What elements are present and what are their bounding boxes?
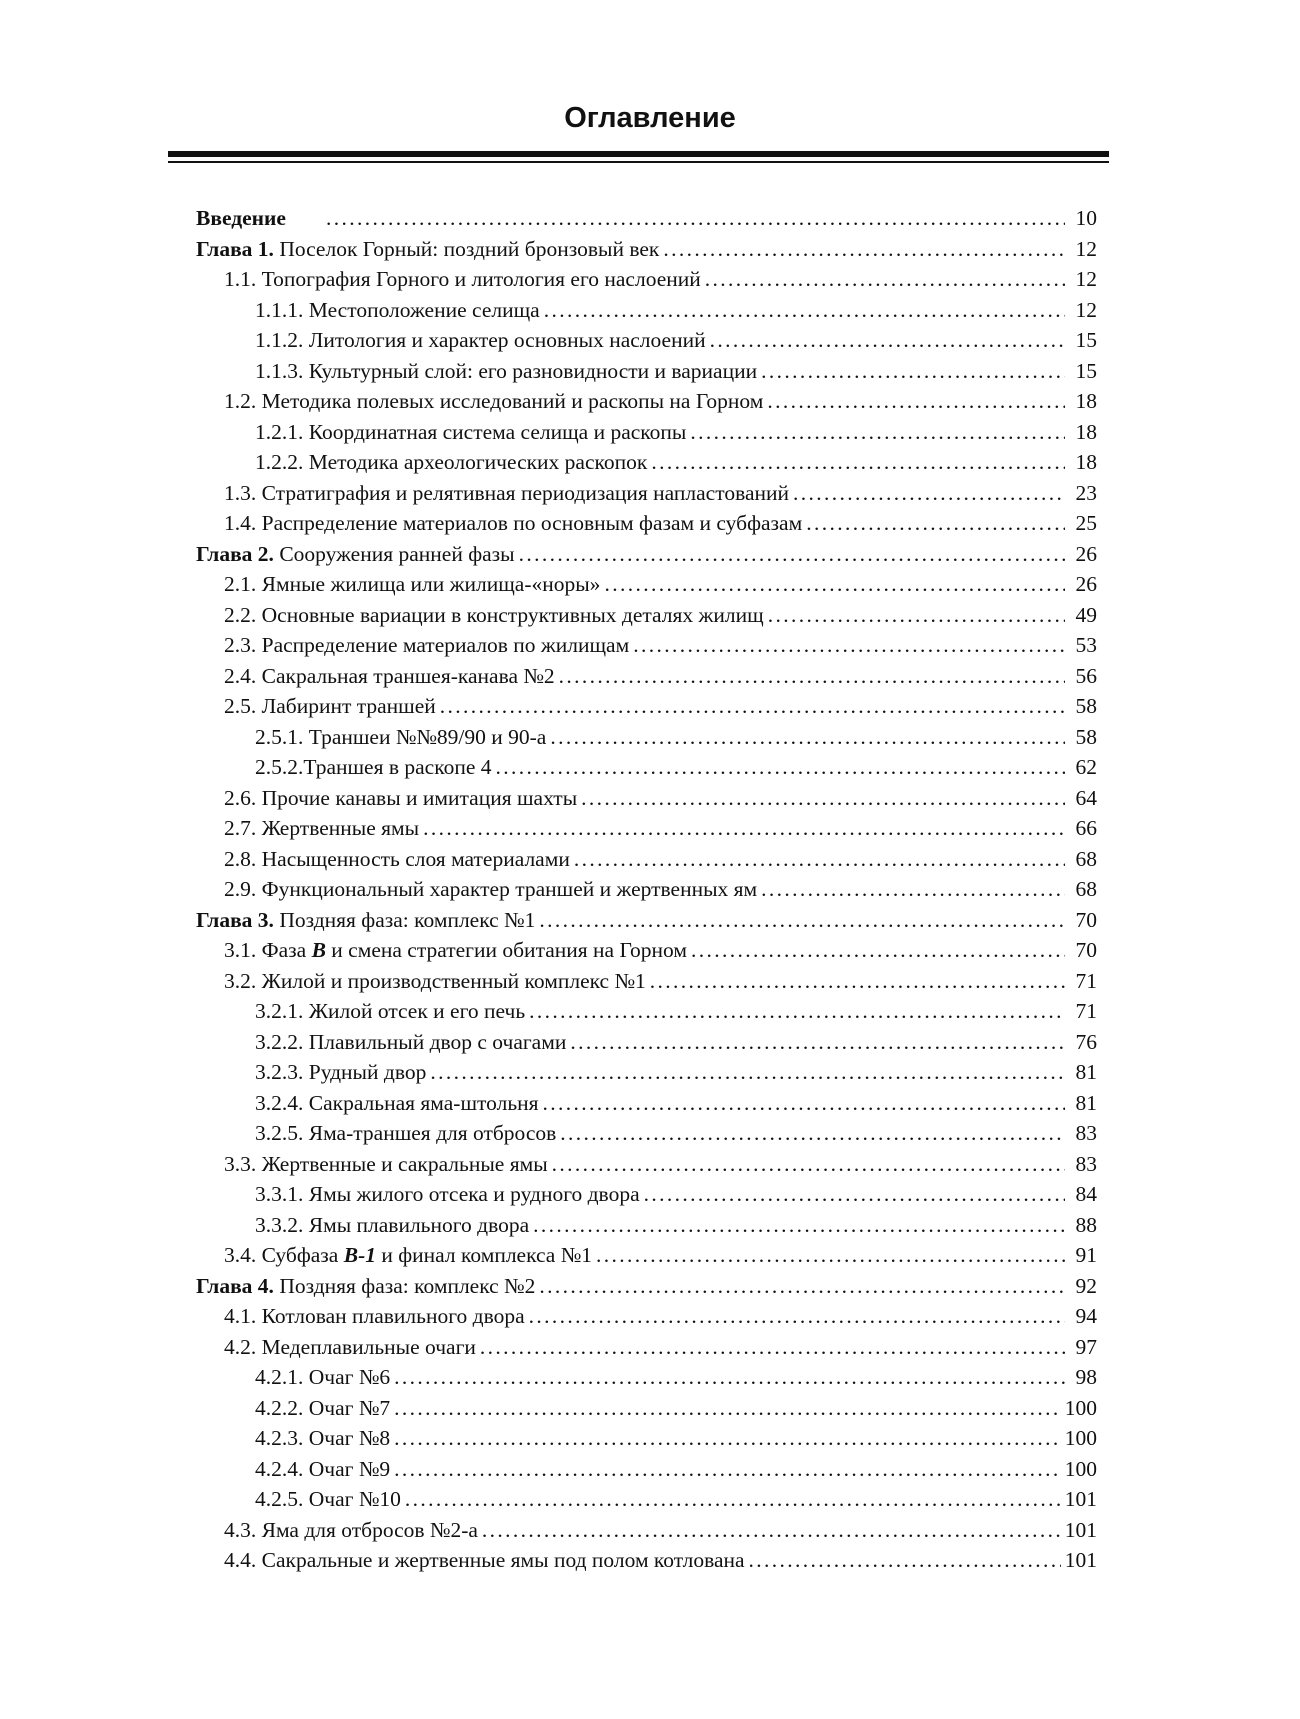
table-of-contents <box>196 203 1097 1576</box>
toc-entry[interactable] <box>196 600 1097 631</box>
toc-entry-title <box>255 1179 640 1210</box>
toc-entry-title <box>224 1301 525 1332</box>
toc-page-number: 70 <box>1075 938 1097 962</box>
dot-leader <box>544 295 1065 326</box>
dot-leader <box>793 478 1065 509</box>
toc-entry[interactable] <box>196 1484 1097 1515</box>
toc-page-number: 88 <box>1075 1212 1097 1237</box>
toc-entry[interactable] <box>196 295 1097 326</box>
toc-entry-title <box>224 569 600 600</box>
toc-chapter-entry[interactable] <box>196 1271 1097 1302</box>
dot-leader <box>533 1210 1065 1241</box>
toc-entry-text: 2.7. Жертвенные ямы <box>224 816 420 840</box>
toc-entry-text: Сооружения ранней фазы <box>273 541 515 566</box>
toc-entry[interactable] <box>196 1515 1097 1546</box>
toc-entry-title <box>224 935 687 966</box>
toc-chapter-entry[interactable] <box>196 905 1097 936</box>
toc-page-number: 26 <box>1075 572 1097 596</box>
toc-entry-title <box>255 1057 426 1088</box>
dot-leader <box>394 1362 1065 1393</box>
toc-entry[interactable] <box>196 447 1097 478</box>
dot-leader <box>423 813 1065 844</box>
toc-entry[interactable] <box>196 691 1097 722</box>
toc-entry-title <box>255 447 647 478</box>
toc-page-number: 76 <box>1075 1029 1097 1054</box>
toc-entry-title <box>224 386 763 417</box>
toc-entry-title <box>224 813 419 844</box>
toc-entry[interactable] <box>196 1393 1097 1424</box>
toc-entry-title <box>224 508 802 539</box>
toc-entry-title <box>196 1271 535 1302</box>
dot-leader <box>691 935 1065 966</box>
toc-entry-text: Поселок Горный: поздний бронзовый век <box>273 236 660 261</box>
toc-page-number: 56 <box>1075 663 1097 688</box>
toc-entry[interactable] <box>196 630 1097 661</box>
toc-entry-text: 1.2.2. Методика археологических раскопок <box>255 450 648 474</box>
toc-page-number: 12 <box>1075 236 1097 261</box>
toc-entry[interactable] <box>196 569 1097 600</box>
toc-entry-title <box>224 966 646 997</box>
toc-entry[interactable] <box>196 1240 1097 1271</box>
toc-page-number: 71 <box>1075 968 1097 993</box>
toc-entry-text: 3.2.5. Яма-траншея для отбросов <box>255 1121 557 1145</box>
toc-entry-text: 2.6. Прочие канавы и имитация шахты <box>224 785 578 810</box>
page-title: Оглавление <box>564 102 736 134</box>
toc-entry-title <box>255 417 686 448</box>
toc-entry[interactable] <box>196 264 1097 295</box>
dot-leader <box>705 264 1065 295</box>
toc-page-number: 26 <box>1075 541 1097 566</box>
dot-leader <box>690 417 1065 448</box>
dot-leader <box>570 1027 1065 1058</box>
toc-entry-text: 2.9. Функциональный характер траншей и жертвенных ям <box>224 877 758 901</box>
toc-entry-title <box>255 356 757 387</box>
toc-page-number: 18 <box>1075 450 1097 474</box>
toc-entry[interactable] <box>196 1210 1097 1241</box>
toc-entry[interactable] <box>196 752 1097 783</box>
toc-entry[interactable] <box>196 508 1097 539</box>
toc-entry[interactable] <box>196 1301 1097 1332</box>
toc-entry-text: 3.2.4. Сакральная яма-штольня <box>255 1090 539 1115</box>
toc-entry-title <box>224 600 764 631</box>
toc-entry-text: 4.4. Сакральные и жертвенные ямы под полом котлована <box>224 1548 745 1572</box>
dot-leader <box>574 844 1065 875</box>
toc-entry[interactable] <box>196 1545 1097 1576</box>
toc-entry[interactable] <box>196 1423 1097 1454</box>
toc-page-number: 81 <box>1075 1090 1097 1115</box>
toc-entry-emphasis: B <box>311 938 326 962</box>
toc-entry-text: 3.4. Субфаза <box>224 1243 344 1267</box>
toc-entry[interactable] <box>196 1332 1097 1363</box>
toc-page-number: 92 <box>1075 1273 1097 1298</box>
toc-page-number: 25 <box>1075 511 1097 535</box>
toc-entry-title <box>224 783 577 814</box>
toc-entry[interactable] <box>196 417 1097 448</box>
toc-entry[interactable] <box>196 722 1097 753</box>
toc-page-number: 101 <box>1064 1517 1097 1542</box>
toc-entry-title <box>196 203 322 234</box>
dot-leader <box>560 1118 1065 1149</box>
dot-leader <box>519 539 1065 570</box>
toc-page-number: 70 <box>1075 907 1097 932</box>
toc-entry-title <box>224 1545 745 1576</box>
dot-leader <box>405 1484 1061 1515</box>
toc-entry-title <box>224 874 757 905</box>
dot-leader <box>440 691 1065 722</box>
toc-entry-title <box>255 325 706 356</box>
toc-entry[interactable] <box>196 1179 1097 1210</box>
toc-page-number: 66 <box>1075 816 1097 840</box>
toc-page-number: 83 <box>1075 1121 1097 1145</box>
toc-entry-prefix: Глава 4. <box>196 1273 274 1298</box>
toc-entry-title <box>255 295 540 326</box>
dot-leader <box>496 752 1066 783</box>
toc-page-number: 68 <box>1075 846 1097 871</box>
toc-entry-text: 2.5.1. Траншеи №№89/90 и 90-а <box>255 724 547 749</box>
toc-page-number: 91 <box>1075 1243 1097 1267</box>
toc-chapter-entry[interactable] <box>196 539 1097 570</box>
toc-entry-title <box>255 1118 556 1149</box>
dot-leader <box>633 630 1065 661</box>
toc-entry[interactable] <box>196 935 1097 966</box>
toc-chapter-entry[interactable] <box>196 234 1097 265</box>
toc-entry[interactable] <box>196 813 1097 844</box>
toc-entry-prefix: Глава 3. <box>196 907 274 932</box>
toc-page-number: 98 <box>1075 1365 1097 1389</box>
dot-leader <box>430 1057 1065 1088</box>
toc-entry-title <box>196 905 535 936</box>
toc-entry-emphasis: B-1 <box>343 1243 376 1267</box>
toc-entry-text: 1.1. Топография Горного и литология его наслоений <box>224 267 701 291</box>
toc-entry[interactable] <box>196 874 1097 905</box>
toc-entry-title <box>224 1240 592 1271</box>
toc-entry[interactable] <box>196 386 1097 417</box>
dot-leader <box>650 966 1065 997</box>
toc-entry-text: 2.2. Основные вариации в конструктивных деталях жилищ <box>224 602 764 627</box>
toc-entry-text: 4.1. Котлован плавильного двора <box>224 1304 525 1328</box>
toc-entry-text: 4.2. Медеплавильные очаги <box>224 1334 476 1359</box>
toc-entry-title <box>224 1332 476 1363</box>
toc-entry-text: 3.2.2. Плавильный двор с очагами <box>255 1029 567 1054</box>
toc-page-number: 49 <box>1075 602 1097 627</box>
toc-entry-text-after: и финал комплекса №1 <box>375 1243 592 1267</box>
toc-entry[interactable] <box>196 1454 1097 1485</box>
dot-leader <box>394 1393 1061 1424</box>
toc-page-number: 100 <box>1064 1395 1097 1420</box>
toc-entry-text: 3.3. Жертвенные и сакральные ямы <box>224 1151 548 1176</box>
toc-entry-text: 2.4. Сакральная траншея-канава №2 <box>224 663 555 688</box>
dot-leader <box>539 1271 1065 1302</box>
dot-leader <box>550 722 1065 753</box>
toc-page-number: 101 <box>1064 1487 1097 1511</box>
toc-entry-title <box>255 1454 390 1485</box>
toc-entry-text: 3.3.1. Ямы жилого отсека и рудного двора <box>255 1182 640 1206</box>
toc-entry[interactable] <box>196 966 1097 997</box>
toc-entry-text: 1.2. Методика полевых исследований и раскопы на Горном <box>224 389 764 413</box>
dot-leader <box>663 234 1065 265</box>
toc-entry-title <box>255 1088 539 1119</box>
toc-entry-title <box>255 1423 390 1454</box>
toc-entry[interactable] <box>196 356 1097 387</box>
toc-entry[interactable] <box>196 1027 1097 1058</box>
toc-page-number: 68 <box>1075 877 1097 901</box>
toc-entry[interactable] <box>196 1057 1097 1088</box>
toc-entry-prefix: Глава 2. <box>196 541 274 566</box>
toc-entry-title <box>224 478 789 509</box>
dot-leader <box>596 1240 1065 1271</box>
toc-page-number: 84 <box>1075 1182 1097 1206</box>
toc-page-number: 10 <box>1075 206 1097 230</box>
toc-chapter-entry[interactable] <box>196 203 1097 234</box>
toc-entry-title <box>224 264 701 295</box>
toc-page-number: 100 <box>1064 1426 1097 1450</box>
dot-leader <box>604 569 1065 600</box>
toc-entry-prefix: Введение <box>196 206 286 230</box>
toc-page-number: 18 <box>1075 389 1097 413</box>
toc-entry-title <box>224 844 570 875</box>
toc-entry-text: 3.2.1. Жилой отсек и его печь <box>255 999 526 1023</box>
dot-leader <box>482 1515 1061 1546</box>
toc-entry-title <box>255 1210 529 1241</box>
toc-entry-text: 4.2.5. Очаг №10 <box>255 1487 401 1511</box>
toc-page-number: 81 <box>1075 1060 1097 1084</box>
dot-leader <box>761 356 1065 387</box>
toc-entry-prefix: Глава 1. <box>196 236 274 261</box>
toc-entry-text: 4.2.4. Очаг №9 <box>255 1456 391 1481</box>
toc-entry-title <box>196 234 659 265</box>
toc-entry[interactable] <box>196 325 1097 356</box>
toc-entry-text-after: и смена стратегии обитания на Горном <box>325 938 687 962</box>
toc-page-number: 58 <box>1075 724 1097 749</box>
toc-entry-text: 2.5. Лабиринт траншей <box>224 694 436 718</box>
dot-leader <box>767 386 1065 417</box>
toc-entry-text: 2.3. Распределение материалов по жилищам <box>224 633 630 657</box>
toc-entry-text: 1.4. Распределение материалов по основным фазам и субфазам <box>224 511 803 535</box>
toc-entry-title <box>255 752 492 783</box>
toc-entry-text: 1.2.1. Координатная система селища и раскопы <box>255 419 687 444</box>
toc-entry-title <box>255 1027 566 1058</box>
toc-page-number: 97 <box>1075 1334 1097 1359</box>
toc-entry-title <box>255 722 546 753</box>
toc-entry-title <box>255 996 525 1027</box>
toc-page-number: 83 <box>1075 1151 1097 1176</box>
toc-page-number: 100 <box>1064 1456 1097 1481</box>
toc-entry-text: 1.1.1. Местоположение селища <box>255 297 540 322</box>
toc-entry-title <box>224 1149 548 1180</box>
toc-page-number: 71 <box>1075 999 1097 1023</box>
toc-entry[interactable] <box>196 661 1097 692</box>
toc-page-number: 18 <box>1075 419 1097 444</box>
toc-entry-text: 2.5.2.Траншея в раскопе 4 <box>255 755 492 779</box>
toc-entry-text: Поздняя фаза: комплекс №1 <box>273 907 536 932</box>
toc-page-number: 62 <box>1075 755 1097 779</box>
toc-page-number: 15 <box>1075 328 1097 352</box>
toc-entry-text: 3.2.3. Рудный двор <box>255 1060 427 1084</box>
toc-entry-title <box>196 539 515 570</box>
toc-entry-title <box>255 1484 401 1515</box>
dot-leader <box>651 447 1065 478</box>
dot-leader <box>480 1332 1065 1363</box>
dot-leader <box>749 1545 1061 1576</box>
toc-entry-title <box>224 1515 478 1546</box>
toc-entry[interactable] <box>196 1088 1097 1119</box>
toc-page-number: 15 <box>1075 358 1097 383</box>
toc-page-number: 58 <box>1075 694 1097 718</box>
toc-entry-text: 1.1.3. Культурный слой: его разновидности и вариации <box>255 358 758 383</box>
toc-entry[interactable] <box>196 996 1097 1027</box>
dot-leader <box>552 1149 1065 1180</box>
dot-leader <box>394 1454 1061 1485</box>
toc-entry-title <box>224 630 629 661</box>
toc-page-number: 23 <box>1075 480 1097 505</box>
toc-entry[interactable] <box>196 1362 1097 1393</box>
dot-leader <box>710 325 1065 356</box>
toc-page-number: 53 <box>1075 633 1097 657</box>
toc-entry-text: 2.1. Ямные жилища или жилища-«норы» <box>224 572 601 596</box>
dot-leader <box>761 874 1065 905</box>
title-rule-thick <box>168 151 1109 157</box>
toc-entry-text: 3.1. Фаза <box>224 938 312 962</box>
toc-page-number: 12 <box>1075 267 1097 291</box>
dot-leader <box>644 1179 1065 1210</box>
toc-entry-title <box>255 1393 390 1424</box>
toc-page-number: 64 <box>1075 785 1097 810</box>
toc-entry[interactable] <box>196 1118 1097 1149</box>
toc-entry-text: 3.3.2. Ямы плавильного двора <box>255 1212 530 1237</box>
dot-leader <box>768 600 1065 631</box>
toc-entry-text: 4.3. Яма для отбросов №2-а <box>224 1517 478 1542</box>
toc-entry-text: 4.2.2. Очаг №7 <box>255 1395 391 1420</box>
title-rule-thin <box>168 161 1109 163</box>
dot-leader <box>543 1088 1065 1119</box>
toc-entry-text: 3.2. Жилой и производственный комплекс №1 <box>224 968 646 993</box>
toc-entry-text: 4.2.1. Очаг №6 <box>255 1365 391 1389</box>
dot-leader <box>539 905 1065 936</box>
toc-entry-text: 4.2.3. Очаг №8 <box>255 1426 391 1450</box>
dot-leader <box>394 1423 1061 1454</box>
dot-leader <box>559 661 1065 692</box>
toc-entry-text: 1.1.2. Литология и характер основных наслоений <box>255 328 706 352</box>
toc-entry-title <box>224 691 436 722</box>
toc-entry[interactable] <box>196 844 1097 875</box>
toc-page-number: 101 <box>1064 1548 1097 1572</box>
toc-entry-title <box>255 1362 390 1393</box>
dot-leader <box>529 996 1065 1027</box>
dot-leader <box>581 783 1065 814</box>
toc-entry[interactable] <box>196 783 1097 814</box>
toc-page-number: 94 <box>1075 1304 1097 1328</box>
toc-entry-text: Поздняя фаза: комплекс №2 <box>273 1273 536 1298</box>
dot-leader <box>806 508 1065 539</box>
toc-entry-title <box>224 661 555 692</box>
toc-page-number: 12 <box>1075 297 1097 322</box>
toc-entry[interactable] <box>196 1149 1097 1180</box>
toc-entry-text: 2.8. Насыщенность слоя материалами <box>224 846 570 871</box>
toc-entry-text: 1.3. Стратиграфия и релятивная периодизация напластований <box>224 480 790 505</box>
dot-leader <box>529 1301 1065 1332</box>
toc-entry[interactable] <box>196 478 1097 509</box>
dot-leader <box>326 203 1065 234</box>
